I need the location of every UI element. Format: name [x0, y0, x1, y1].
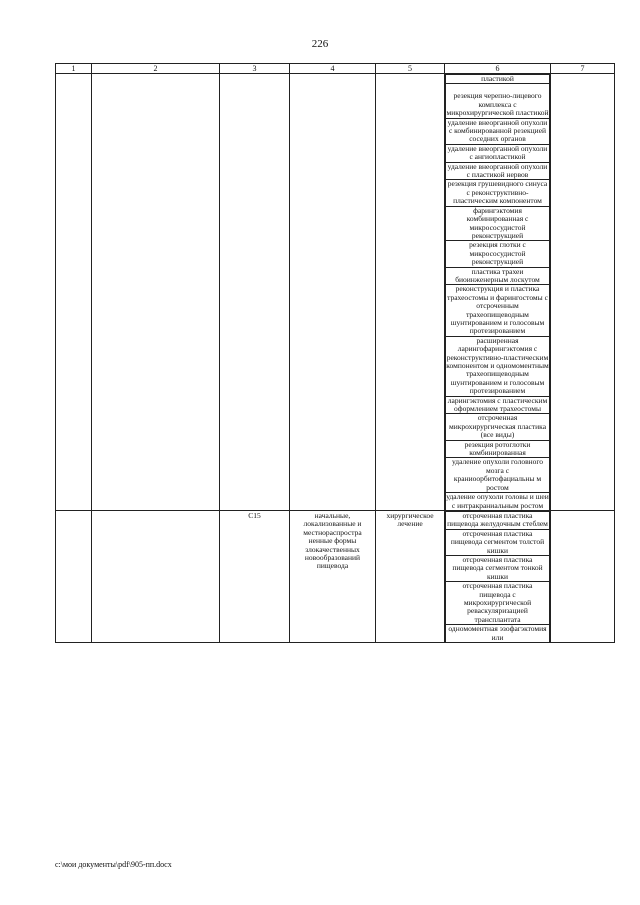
procedure-item: резекция черепно-лицевого комплекса с микрохирургической пластикой	[446, 84, 550, 118]
procedure-item: удаление опухоли головного мозга с краниоорбитофациальны м ростом	[446, 458, 550, 493]
procedure-item: удаление внеорганной опухоли с ангиопластикой	[446, 144, 550, 162]
procedure-item: фарингэктомия комбинированная с микрососудистой реконструкцией	[446, 206, 550, 241]
procedure-item: удаление внеорганной опухоли с пластикой нервов	[446, 162, 550, 180]
procedures-cell	[445, 510, 551, 642]
empty-cell	[92, 74, 220, 511]
column-number: 2	[92, 64, 220, 74]
empty-cell	[92, 510, 220, 642]
procedures-cell	[445, 74, 551, 511]
procedure-item: отсроченная микрохирургическая пластика (все виды)	[446, 414, 550, 440]
code-cell	[220, 510, 290, 642]
procedure-item: реконструкция и пластика трахеостомы и фарингостомы с отсроченным трахеопищеводным шунтированием и голосовым протезированием	[447, 284, 548, 336]
column-number: 1	[56, 64, 92, 74]
diagnosis-code: C15	[248, 510, 261, 520]
diagnosis-cell	[290, 510, 376, 642]
procedure-item: ларингэктомия с пластическим оформлением трахеостомы	[446, 396, 550, 414]
column-number: 6	[445, 64, 551, 74]
procedure-item: расширенная ларингофарингэктомия с реконструктивно-пластическим компонентом и одномоментным трахеопищеводным шунтированием и голосовым протезированием	[446, 335, 549, 396]
file-path-footer: c:\мои документы\pdf\905-пп.docx	[55, 860, 172, 869]
column-number: 5	[376, 64, 445, 74]
procedure-item: отсроченная пластика пищевода желудочным стеблем	[447, 510, 548, 529]
column-number: 7	[551, 64, 615, 74]
treatment-cell	[376, 510, 445, 642]
procedure-item: резекция грушевидного синуса с реконструктивно-пластическим компонентом	[446, 180, 550, 206]
table-row	[56, 74, 615, 511]
page-number: 226	[311, 38, 329, 50]
empty-cell	[56, 510, 92, 642]
column-number-row	[56, 64, 615, 74]
empty-cell	[56, 74, 92, 511]
procedure-item: удаление опухоли головы и шеи с интракраниальным ростом	[446, 492, 549, 510]
empty-cell	[290, 74, 376, 511]
column-number: 3	[220, 64, 290, 74]
procedure-item: отсроченная пластика пищевода с микрохирургической реваскуляризацией трансплантата	[446, 582, 550, 625]
procedure-item: пластикой	[446, 75, 550, 84]
procedure-item: одномоментная эзофагэктомия или	[446, 625, 550, 642]
procedure-item: отсроченная пластика пищевода сегментом толстой кишки	[446, 529, 550, 555]
empty-cell	[551, 74, 615, 511]
procedure-list	[445, 74, 550, 510]
procedure-item: пластика трахеи биоинженерным лоскутом	[446, 267, 550, 285]
procedure-item: резекция ротоглотки комбинированная	[446, 440, 550, 458]
column-number: 4	[290, 64, 376, 74]
procedure-item: удаление внеорганной опухоли с комбинированной резекцией соседних органов	[446, 118, 550, 144]
empty-cell	[220, 74, 290, 511]
procedure-list	[445, 511, 550, 642]
diagnosis-text: начальные, локализованные и местнораспростра ненные формы злокачественных новообразований пищевода	[303, 510, 362, 571]
procedure-item: резекция глотки с микрососудистой реконструкцией	[446, 241, 550, 267]
treatment-type: хирургическое лечение	[386, 510, 434, 529]
empty-cell	[551, 510, 615, 642]
procedure-item: отсроченная пластика пищевода сегментом тонкой кишки	[446, 555, 550, 581]
table-row	[56, 510, 615, 642]
empty-cell	[376, 74, 445, 511]
procedures-table	[55, 63, 615, 643]
